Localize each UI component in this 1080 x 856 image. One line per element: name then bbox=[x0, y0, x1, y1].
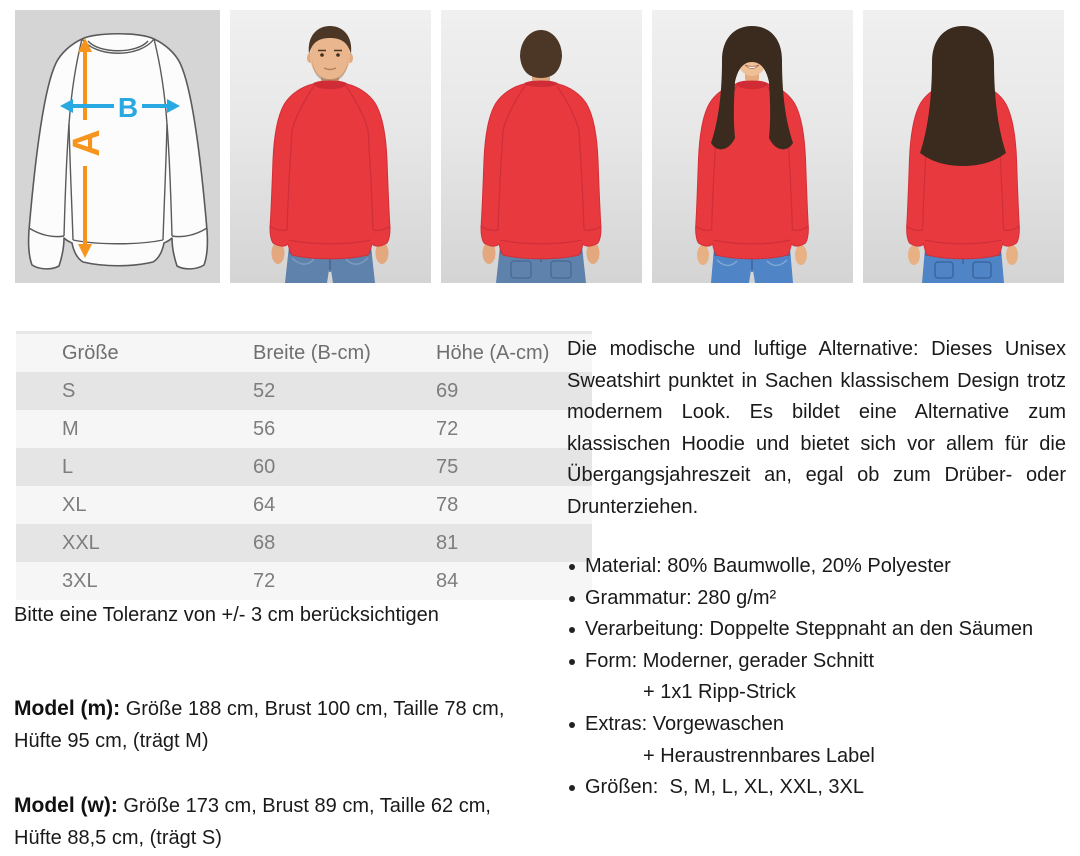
width-cell: 68 bbox=[253, 524, 436, 562]
man-front-illustration bbox=[230, 10, 431, 283]
height-cell: 78 bbox=[436, 486, 592, 524]
model-w-label: Model (w): bbox=[14, 794, 118, 817]
list-item bbox=[567, 583, 1066, 615]
size-chart-header-row bbox=[16, 333, 592, 373]
width-cell: 72 bbox=[253, 562, 436, 600]
feature-extras-cont: + Heraustrennbares Label bbox=[643, 744, 875, 767]
feature-list bbox=[567, 551, 1066, 804]
photo-man-back bbox=[441, 10, 642, 283]
feature-form-cont: + 1x1 Ripp-Strick bbox=[643, 681, 796, 704]
model-m-label: Model (m): bbox=[14, 697, 121, 720]
feature-grammatur: Grammatur: 280 g/m² bbox=[585, 586, 777, 609]
height-cell: 75 bbox=[436, 448, 592, 486]
size-cell: 3XL bbox=[16, 562, 253, 600]
bullet-icon bbox=[569, 564, 575, 570]
table-row bbox=[16, 410, 592, 448]
width-cell: 56 bbox=[253, 410, 436, 448]
header-hoehe: Höhe (A-cm) bbox=[436, 333, 592, 373]
size-chart bbox=[16, 331, 592, 600]
feature-form: Form: Moderner, gerader Schnitt bbox=[585, 649, 875, 672]
list-item bbox=[567, 709, 1066, 772]
table-row bbox=[16, 486, 592, 524]
feature-groessen: Größen: S, M, L, XL, XXL, 3XL bbox=[585, 776, 865, 799]
photo-woman-front bbox=[652, 10, 853, 283]
feature-material: Material: 80% Baumwolle, 20% Polyester bbox=[585, 555, 951, 577]
size-cell: S bbox=[16, 372, 253, 410]
bullet-icon bbox=[569, 596, 575, 602]
header-groesse: Größe bbox=[16, 333, 253, 373]
width-cell: 64 bbox=[253, 486, 436, 524]
woman-front-illustration bbox=[652, 10, 853, 283]
list-item bbox=[567, 614, 1066, 646]
width-cell: 60 bbox=[253, 448, 436, 486]
photo-man-front bbox=[230, 10, 431, 283]
description-column bbox=[567, 334, 1066, 804]
bullet-icon bbox=[569, 722, 575, 728]
width-cell: 52 bbox=[253, 372, 436, 410]
table-row bbox=[16, 562, 592, 600]
list-item bbox=[567, 772, 1066, 804]
product-image-row bbox=[15, 10, 1064, 283]
feature-verarbeitung: Verarbeitung: Doppelte Steppnaht an den Säumen bbox=[585, 618, 1034, 641]
man-back-head bbox=[520, 30, 562, 88]
size-cell: M bbox=[16, 410, 253, 448]
model-w-info bbox=[14, 790, 519, 854]
man-back-illustration bbox=[441, 10, 642, 283]
height-cell: 81 bbox=[436, 524, 592, 562]
tolerance-note: Bitte eine Toleranz von +/- 3 cm berücksichtigen bbox=[14, 604, 439, 626]
woman-back-hair bbox=[920, 26, 1006, 166]
label-a: A bbox=[66, 129, 108, 157]
list-item bbox=[567, 646, 1066, 709]
model-m-info bbox=[14, 693, 519, 757]
sweatshirt-measurement-diagram bbox=[15, 10, 220, 283]
photo-woman-back bbox=[863, 10, 1064, 283]
feature-extras: Extras: Vorgewaschen bbox=[585, 712, 784, 735]
bullet-icon bbox=[569, 659, 575, 665]
list-item bbox=[567, 551, 1066, 583]
man-head bbox=[307, 26, 353, 88]
model-w-text: Größe 173 cm, Brust 89 cm, Taille 62 cm, Hüfte 88,5 cm, (trägt S) bbox=[14, 795, 491, 849]
product-description: Die modische und luftige Alternative: Dieses Unisex Sweatshirt punktet in Sachen klassischem Design trotz modernem Look. Es bildet eine Alternative zum klassischen Hoodie und bietet sich vor allem für die Übergangsjahreszeit an, egal ob zum Drüber- oder Drunterziehen. bbox=[567, 338, 1066, 518]
size-diagram-panel bbox=[15, 10, 220, 283]
model-m-text: Größe 188 cm, Brust 100 cm, Taille 78 cm, Hüfte 95 cm, (trägt M) bbox=[14, 698, 505, 752]
height-cell: 84 bbox=[436, 562, 592, 600]
size-cell: XL bbox=[16, 486, 253, 524]
bullet-icon bbox=[569, 785, 575, 791]
table-row bbox=[16, 448, 592, 486]
header-breite: Breite (B-cm) bbox=[253, 333, 436, 373]
bullet-icon bbox=[569, 627, 575, 633]
height-cell: 72 bbox=[436, 410, 592, 448]
table-row bbox=[16, 372, 592, 410]
size-cell: XXL bbox=[16, 524, 253, 562]
height-cell: 69 bbox=[436, 372, 592, 410]
woman-back-illustration bbox=[863, 10, 1064, 283]
label-b: B bbox=[117, 92, 139, 123]
size-cell: L bbox=[16, 448, 253, 486]
table-row bbox=[16, 524, 592, 562]
